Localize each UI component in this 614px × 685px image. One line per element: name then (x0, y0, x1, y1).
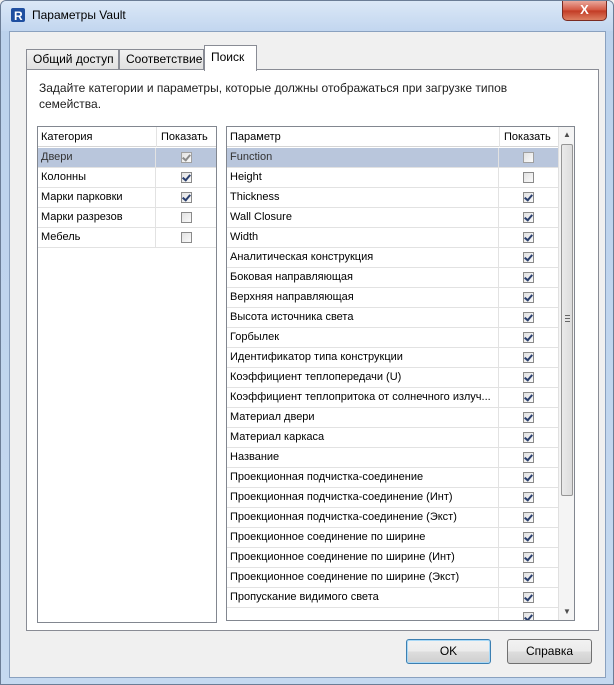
parameter-name: Коэффициент теплопритока от солнечного излуч... (227, 388, 499, 407)
parameter-row[interactable] (227, 448, 558, 468)
show-checkbox[interactable] (181, 192, 192, 203)
show-checkbox[interactable] (523, 292, 534, 303)
parameter-name: Материал каркаса (227, 428, 499, 447)
show-checkbox[interactable] (523, 172, 534, 183)
show-checkbox[interactable] (523, 612, 534, 621)
parameter-show-column-header[interactable]: Показать (504, 131, 551, 143)
parameter-row[interactable] (227, 488, 558, 508)
svg-text:R: R (14, 9, 23, 23)
window-title: Параметры Vault (32, 8, 126, 22)
show-checkbox-cell (500, 288, 557, 307)
show-checkbox[interactable] (523, 552, 534, 563)
show-checkbox[interactable] (523, 252, 534, 263)
show-checkbox[interactable] (181, 232, 192, 243)
parameter-row[interactable] (227, 568, 558, 588)
parameter-name: Wall Closure (227, 208, 499, 227)
parameter-row[interactable] (227, 348, 558, 368)
parameter-name: Проекционная подчистка-соединение (Экст) (227, 508, 499, 527)
show-checkbox[interactable] (523, 212, 534, 223)
category-name: Марки разрезов (38, 208, 156, 227)
parameter-name: Материал двери (227, 408, 499, 427)
show-checkbox-cell (157, 148, 216, 167)
scrollbar-grip-icon (565, 315, 570, 322)
parameter-name: Верхняя направляющая (227, 288, 499, 307)
category-show-column-header[interactable]: Показать (161, 131, 208, 143)
tab-search[interactable]: Поиск (204, 45, 257, 71)
parameter-name: Коэффициент теплопередачи (U) (227, 368, 499, 387)
parameter-row[interactable] (227, 328, 558, 348)
show-checkbox[interactable] (523, 272, 534, 283)
show-checkbox[interactable] (523, 572, 534, 583)
show-checkbox-cell (500, 468, 557, 487)
show-checkbox-cell (157, 208, 216, 227)
scroll-down-arrow-icon[interactable]: ▼ (563, 607, 571, 616)
category-row[interactable] (38, 208, 216, 228)
show-checkbox-cell (500, 208, 557, 227)
show-checkbox[interactable] (523, 372, 534, 383)
parameter-row[interactable] (227, 408, 558, 428)
parameter-name: Высота источника света (227, 308, 499, 327)
show-checkbox-cell (157, 228, 216, 247)
show-checkbox[interactable] (523, 192, 534, 203)
title-bar[interactable] (1, 1, 613, 31)
parameter-row[interactable] (227, 588, 558, 608)
show-checkbox-cell (500, 168, 557, 187)
parameter-row[interactable] (227, 168, 558, 188)
parameter-row[interactable] (227, 508, 558, 528)
show-checkbox-cell (500, 248, 557, 267)
parameter-name: Проекционное соединение по ширине (227, 528, 499, 547)
show-checkbox-cell (500, 188, 557, 207)
category-name: Двери (38, 148, 156, 167)
show-checkbox[interactable] (523, 472, 534, 483)
dialog-client-area (9, 31, 606, 678)
show-checkbox-cell (500, 508, 557, 527)
show-checkbox[interactable] (523, 592, 534, 603)
show-checkbox-cell (500, 448, 557, 467)
show-checkbox-cell (500, 528, 557, 547)
show-checkbox-cell (157, 168, 216, 187)
show-checkbox-cell (500, 228, 557, 247)
show-checkbox-cell (500, 588, 557, 607)
parameter-row[interactable] (227, 268, 558, 288)
show-checkbox[interactable] (523, 512, 534, 523)
parameter-row[interactable] (227, 468, 558, 488)
category-row[interactable] (38, 168, 216, 188)
show-checkbox-cell (500, 608, 557, 621)
parameter-row[interactable] (227, 248, 558, 268)
category-column-header[interactable]: Категория (41, 131, 93, 143)
parameter-column-header[interactable]: Параметр (230, 131, 281, 143)
show-checkbox[interactable] (523, 532, 534, 543)
parameter-grid-scrollbar[interactable] (558, 127, 574, 620)
category-name: Колонны (38, 168, 156, 187)
show-checkbox-cell (500, 348, 557, 367)
parameter-row[interactable] (227, 428, 558, 448)
show-checkbox[interactable] (523, 452, 534, 463)
column-divider (156, 127, 157, 147)
tab-sharing[interactable]: Общий доступ (26, 49, 119, 70)
instructions-text: Задайте категории и параметры, которые должны отображаться при загрузке типов семейства. (39, 81, 508, 111)
scroll-up-arrow-icon[interactable]: ▲ (563, 130, 571, 139)
parameter-row[interactable] (227, 288, 558, 308)
show-checkbox[interactable] (523, 492, 534, 503)
show-checkbox-cell (500, 488, 557, 507)
parameter-name (227, 608, 499, 621)
show-checkbox[interactable] (523, 332, 534, 343)
parameter-row[interactable] (227, 608, 558, 621)
parameter-name: Проекционное соединение по ширине (Инт) (227, 548, 499, 567)
column-divider (499, 127, 500, 147)
show-checkbox-cell (500, 148, 557, 167)
tab-mapping[interactable]: Соответствие (119, 49, 204, 70)
parameter-row[interactable] (227, 528, 558, 548)
show-checkbox-cell (500, 268, 557, 287)
category-row[interactable] (38, 228, 216, 248)
parameter-row[interactable] (227, 368, 558, 388)
parameter-name: Thickness (227, 188, 499, 207)
parameter-name: Проекционная подчистка-соединение (Инт) (227, 488, 499, 507)
show-checkbox[interactable] (523, 152, 534, 163)
parameter-row[interactable] (227, 148, 558, 168)
category-grid[interactable] (37, 126, 217, 623)
parameter-grid-header (227, 127, 574, 147)
show-checkbox-cell (500, 548, 557, 567)
show-checkbox-cell (500, 408, 557, 427)
show-checkbox[interactable] (523, 432, 534, 443)
parameter-name: Проекционное соединение по ширине (Экст) (227, 568, 499, 587)
show-checkbox[interactable] (181, 212, 192, 223)
show-checkbox[interactable] (523, 412, 534, 423)
category-row[interactable] (38, 148, 216, 168)
show-checkbox-cell (500, 388, 557, 407)
category-name: Марки парковки (38, 188, 156, 207)
scrollbar-thumb[interactable] (561, 144, 573, 496)
help-button[interactable]: Справка (507, 639, 592, 664)
search-tab-panel (26, 69, 599, 631)
revit-logo-icon (10, 7, 26, 23)
show-checkbox-cell (500, 368, 557, 387)
show-checkbox[interactable] (523, 392, 534, 403)
category-name: Мебель (38, 228, 156, 247)
parameter-row[interactable] (227, 548, 558, 568)
show-checkbox[interactable] (181, 152, 192, 163)
parameter-row[interactable] (227, 208, 558, 228)
parameter-row[interactable] (227, 228, 558, 248)
show-checkbox-cell (500, 568, 557, 587)
parameter-grid[interactable] (226, 126, 575, 621)
show-checkbox-cell (500, 308, 557, 327)
show-checkbox-cell (500, 428, 557, 447)
parameter-name: Пропускание видимого света (227, 588, 499, 607)
parameter-name: Проекционная подчистка-соединение (227, 468, 499, 487)
parameter-name: Название (227, 448, 499, 467)
show-checkbox[interactable] (523, 352, 534, 363)
category-row[interactable] (38, 188, 216, 208)
close-button[interactable]: X (562, 1, 607, 21)
parameter-name: Боковая направляющая (227, 268, 499, 287)
show-checkbox[interactable] (523, 232, 534, 243)
parameter-row[interactable] (227, 188, 558, 208)
parameter-name: Аналитическая конструкция (227, 248, 499, 267)
parameter-name: Width (227, 228, 499, 247)
category-grid-header (38, 127, 216, 147)
parameter-name: Function (227, 148, 499, 167)
show-checkbox[interactable] (523, 312, 534, 323)
parameter-name: Height (227, 168, 499, 187)
show-checkbox-cell (500, 328, 557, 347)
parameter-row[interactable] (227, 308, 558, 328)
parameter-name: Горбылек (227, 328, 499, 347)
show-checkbox-cell (157, 188, 216, 207)
ok-button[interactable]: OK (406, 639, 491, 664)
parameter-name: Идентификатор типа конструкции (227, 348, 499, 367)
show-checkbox[interactable] (181, 172, 192, 183)
parameter-row[interactable] (227, 388, 558, 408)
